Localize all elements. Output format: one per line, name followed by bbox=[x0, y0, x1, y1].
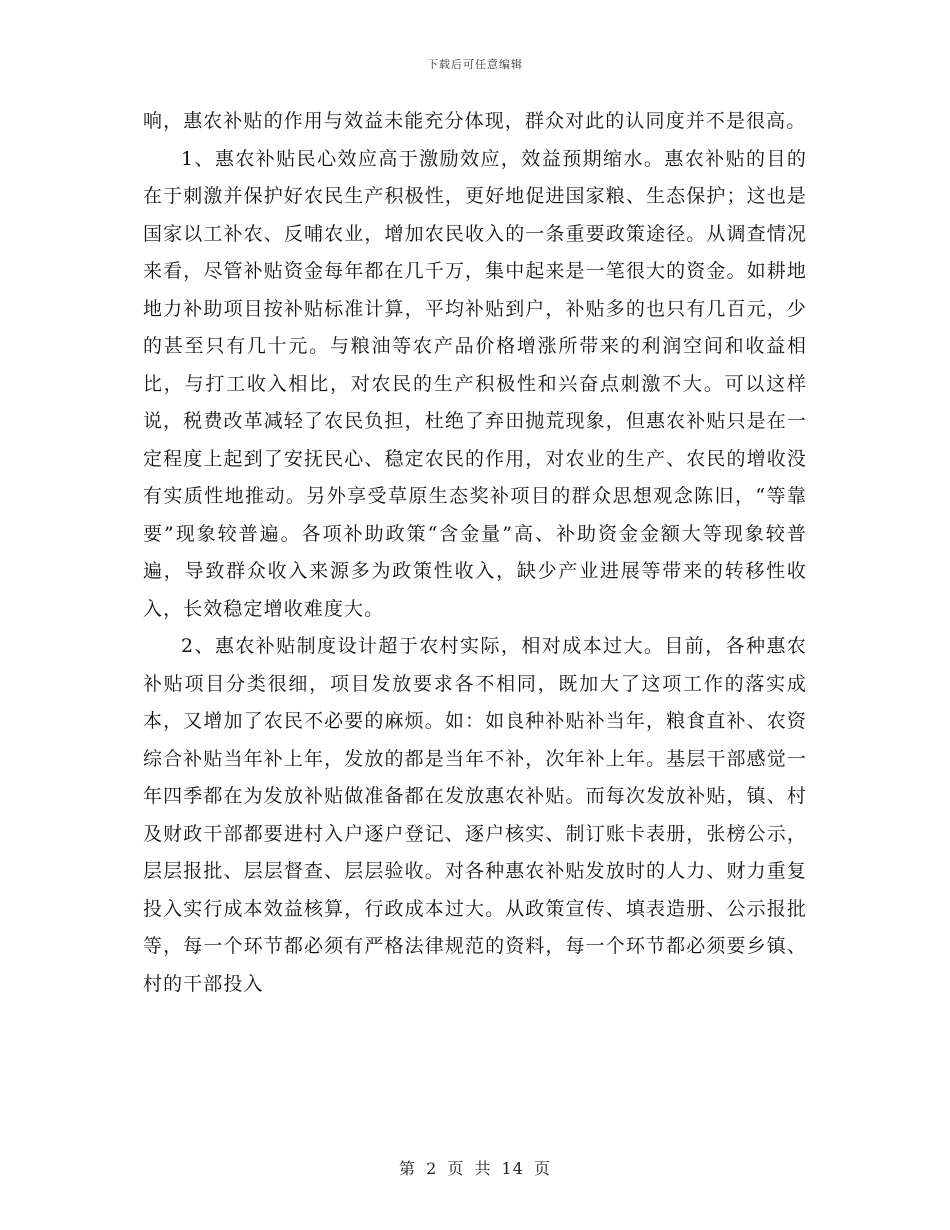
page-number-footer: 第 2 页 共 14 页 bbox=[399, 1159, 551, 1178]
paragraph-continuation: 响，惠农补贴的作用与效益未能充分体现，群众对此的认同度并不是很高。 bbox=[143, 110, 807, 132]
paragraph-point-1: 1、惠农补贴民心效应高于激励效应，效益预期缩水。惠农补贴的目的在于刺激并保护好农民生产积极性，更好地促进国家粮、生态保护；这也是国家以工补农、反哺农业，增加农民收入的一条重要政策途径。从调查情况来看，尽管补贴资金每年都在几千万，集中起来是一笔很大的资金。如耕地地力补助项目按补贴标准计算，平均补贴到户，补贴多的也只有几百元，少的甚至只有几十元。与粮油等农产品价格增涨所带来的利润空间和收益相比，与打工收入相比，对农民的生产积极性和兴奋点刺激不大。可以这样说，税费改革减轻了农民负担，杜绝了弃田抛荒现象，但惠农补贴只是在一定程度上起到了安抚民心、稳定农民的作用，对农业的生产、农民的增收没有实质性地推动。另外享受草原生态奖补项目的群众思想观念陈旧，“等靠要”现象较普遍。各项补助政策“含金量”高、补助资金金额大等现象较普遍，导致群众收入来源多为政策性收入，缺少产业进展等带来的转移性收入，长效稳定增收难度大。 bbox=[143, 147, 807, 620]
header-note: 下载后可任意编辑 bbox=[427, 58, 523, 71]
paragraph-point-2: 2、惠农补贴制度设计超于农村实际，相对成本过大。目前，各种惠农补贴项目分类很细，项目发放要求各不相同，既加大了这项工作的落实成本，又增加了农民不必要的麻烦。如：如良种补贴补当年，粮食直补、农资综合补贴当年补上年，发放的都是当年不补，次年补上年。基层干部感觉一年四季都在为发放补贴做准备都在发放惠农补贴。而每次发放补贴，镇、村及财政干部都要进村入户逐户登记、逐户核实、制订账卡表册，张榜公示，层层报批、层层督查、层层验收。对各种惠农补贴发放时的人力、财力重复投入实行成本效益核算，行政成本过大。从政策宣传、填表造册、公示报批等，每一个环节都必须有严格法律规范的资料，每一个环节都必须要乡镇、村的干部投入 bbox=[143, 635, 807, 995]
document-body bbox=[143, 103, 807, 1003]
